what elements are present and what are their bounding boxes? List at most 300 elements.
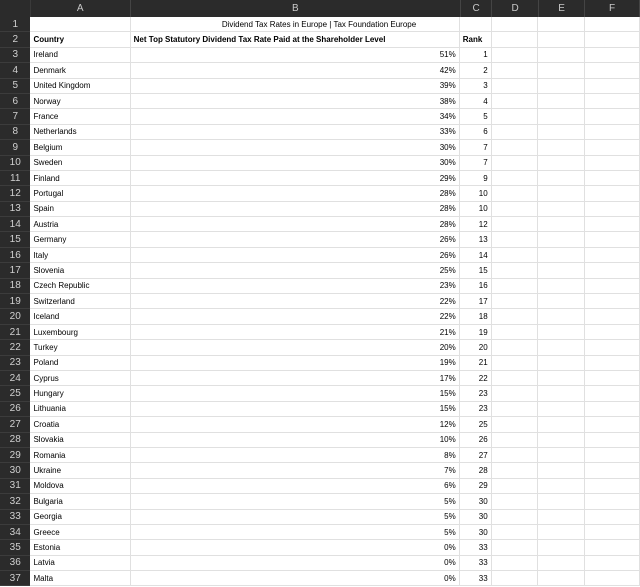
cell[interactable]: [492, 232, 539, 247]
cell[interactable]: [585, 525, 640, 540]
cell[interactable]: [492, 463, 539, 478]
table-row: [0, 109, 640, 124]
country-cell[interactable]: Cyprus: [30, 371, 130, 386]
rate-cell[interactable]: 28%: [131, 186, 460, 201]
cell[interactable]: [585, 186, 640, 201]
cell[interactable]: [538, 571, 585, 586]
cell[interactable]: [585, 140, 640, 155]
table-row: [0, 63, 640, 78]
country-cell[interactable]: Poland: [30, 356, 130, 371]
cell[interactable]: [585, 540, 640, 555]
rank-cell[interactable]: 14: [460, 248, 492, 263]
row-header[interactable]: 25: [0, 386, 30, 401]
cell[interactable]: [585, 232, 640, 247]
cell[interactable]: [538, 540, 585, 555]
country-cell[interactable]: Austria: [30, 217, 130, 232]
table-row: [0, 32, 640, 47]
cell[interactable]: [492, 125, 539, 140]
cell[interactable]: [492, 525, 539, 540]
cell[interactable]: [538, 525, 585, 540]
rank-cell[interactable]: 6: [460, 125, 492, 140]
cell[interactable]: [585, 386, 640, 401]
cell[interactable]: [492, 433, 539, 448]
cell[interactable]: [538, 94, 585, 109]
rate-cell[interactable]: 10%: [131, 433, 460, 448]
table-row: [0, 48, 640, 63]
cell[interactable]: [585, 309, 640, 324]
cell[interactable]: [492, 32, 539, 47]
country-cell[interactable]: Luxembourg: [30, 325, 130, 340]
country-cell[interactable]: Moldova: [30, 479, 130, 494]
row-header[interactable]: 27: [0, 417, 30, 432]
cell[interactable]: [585, 32, 640, 47]
row-header[interactable]: 13: [0, 202, 30, 217]
cell[interactable]: [585, 63, 640, 78]
cell[interactable]: [538, 248, 585, 263]
cell[interactable]: [538, 448, 585, 463]
cell[interactable]: [492, 309, 539, 324]
table-row: [0, 386, 640, 401]
cell[interactable]: [492, 109, 539, 124]
row-header[interactable]: 19: [0, 294, 30, 309]
cell[interactable]: [492, 402, 539, 417]
row-header[interactable]: 30: [0, 463, 30, 478]
table-row: [0, 79, 640, 94]
table-row: [0, 294, 640, 309]
cell[interactable]: [585, 294, 640, 309]
country-cell[interactable]: Malta: [30, 571, 130, 586]
cell[interactable]: [492, 94, 539, 109]
cell[interactable]: [585, 202, 640, 217]
row-header[interactable]: 5: [0, 79, 30, 94]
cell[interactable]: [538, 556, 585, 571]
rank-cell[interactable]: 23: [460, 386, 492, 401]
cell[interactable]: [492, 356, 539, 371]
rate-cell[interactable]: 20%: [131, 340, 460, 355]
rank-cell[interactable]: 9: [460, 171, 492, 186]
cell[interactable]: [538, 186, 585, 201]
rank-cell[interactable]: 10: [460, 202, 492, 217]
cell[interactable]: [585, 125, 640, 140]
country-cell[interactable]: Latvia: [30, 556, 130, 571]
column-header-c[interactable]: C: [461, 0, 493, 17]
cell[interactable]: [538, 417, 585, 432]
cell[interactable]: [538, 156, 585, 171]
rate-cell[interactable]: 26%: [131, 232, 460, 247]
select-all-corner[interactable]: [0, 0, 31, 17]
table-row: [0, 371, 640, 386]
cell[interactable]: [492, 540, 539, 555]
table-row: [0, 248, 640, 263]
cell[interactable]: [585, 417, 640, 432]
table-row: [0, 217, 640, 232]
column-header-e[interactable]: E: [539, 0, 585, 17]
rank-cell[interactable]: 17: [460, 294, 492, 309]
country-cell[interactable]: Denmark: [30, 63, 130, 78]
rate-cell[interactable]: 30%: [131, 156, 460, 171]
country-cell[interactable]: Greece: [30, 525, 130, 540]
row-header[interactable]: 26: [0, 402, 30, 417]
rank-cell[interactable]: 30: [460, 510, 492, 525]
country-cell[interactable]: Portugal: [30, 186, 130, 201]
rate-cell[interactable]: 25%: [131, 263, 460, 278]
country-cell[interactable]: Slovakia: [30, 433, 130, 448]
country-cell[interactable]: Turkey: [30, 340, 130, 355]
table-row: [0, 94, 640, 109]
cell[interactable]: [585, 109, 640, 124]
cell[interactable]: [585, 494, 640, 509]
rank-cell[interactable]: 18: [460, 309, 492, 324]
row-header[interactable]: 9: [0, 140, 30, 155]
row-header[interactable]: 32: [0, 494, 30, 509]
cell[interactable]: [492, 171, 539, 186]
rank-cell[interactable]: 28: [460, 463, 492, 478]
rank-cell[interactable]: 25: [460, 417, 492, 432]
table-row: [0, 494, 640, 509]
cell[interactable]: [492, 510, 539, 525]
row-header[interactable]: 3: [0, 48, 30, 63]
cell[interactable]: [585, 325, 640, 340]
rate-cell[interactable]: 5%: [131, 510, 460, 525]
cell[interactable]: [538, 340, 585, 355]
country-cell[interactable]: Spain: [30, 202, 130, 217]
country-cell[interactable]: Ukraine: [30, 463, 130, 478]
table-row: [0, 279, 640, 294]
cell[interactable]: [585, 79, 640, 94]
cell[interactable]: [585, 556, 640, 571]
row-header[interactable]: 2: [0, 32, 30, 47]
cell[interactable]: [492, 479, 539, 494]
rate-cell[interactable]: 0%: [131, 571, 460, 586]
rank-cell[interactable]: 26: [460, 433, 492, 448]
table-row: [0, 356, 640, 371]
country-cell[interactable]: Estonia: [30, 540, 130, 555]
rate-cell[interactable]: 15%: [131, 386, 460, 401]
rank-cell[interactable]: 20: [460, 340, 492, 355]
row-header[interactable]: 23: [0, 356, 30, 371]
cell[interactable]: [585, 279, 640, 294]
row-header[interactable]: 37: [0, 571, 30, 586]
row-header[interactable]: 28: [0, 433, 30, 448]
rate-cell[interactable]: 5%: [131, 525, 460, 540]
row-header[interactable]: 31: [0, 479, 30, 494]
rate-cell[interactable]: 23%: [131, 279, 460, 294]
cell[interactable]: [538, 494, 585, 509]
cell[interactable]: [585, 479, 640, 494]
column-header-a[interactable]: A: [31, 0, 131, 17]
rate-cell[interactable]: 42%: [131, 63, 460, 78]
country-cell[interactable]: Belgium: [30, 140, 130, 155]
country-cell[interactable]: Romania: [30, 448, 130, 463]
rank-cell[interactable]: 7: [460, 140, 492, 155]
cell[interactable]: [492, 202, 539, 217]
row-header[interactable]: 35: [0, 540, 30, 555]
cell[interactable]: [492, 279, 539, 294]
rank-cell[interactable]: 30: [460, 494, 492, 509]
country-cell[interactable]: Lithuania: [30, 402, 130, 417]
country-cell[interactable]: Sweden: [30, 156, 130, 171]
table-row: [0, 125, 640, 140]
row-header[interactable]: 22: [0, 340, 30, 355]
cell[interactable]: [585, 248, 640, 263]
cell[interactable]: [492, 340, 539, 355]
cell[interactable]: [492, 263, 539, 278]
cell[interactable]: [538, 17, 585, 32]
cell[interactable]: [538, 371, 585, 386]
cell[interactable]: [538, 140, 585, 155]
rate-cell[interactable]: 34%: [131, 109, 460, 124]
cell[interactable]: [538, 109, 585, 124]
table-row: [0, 263, 640, 278]
cell[interactable]: [492, 217, 539, 232]
cell[interactable]: [492, 63, 539, 78]
table-row: [0, 325, 640, 340]
rank-cell[interactable]: 29: [460, 479, 492, 494]
row-header[interactable]: 4: [0, 63, 30, 78]
rate-cell[interactable]: 22%: [131, 294, 460, 309]
row-header[interactable]: 11: [0, 171, 30, 186]
rank-cell[interactable]: 27: [460, 448, 492, 463]
rate-cell[interactable]: 30%: [131, 140, 460, 155]
row-header[interactable]: 14: [0, 217, 30, 232]
cell[interactable]: [538, 356, 585, 371]
country-cell[interactable]: Switzerland: [30, 294, 130, 309]
cell[interactable]: [585, 510, 640, 525]
cell[interactable]: [492, 156, 539, 171]
cell[interactable]: [585, 217, 640, 232]
rank-cell[interactable]: 12: [460, 217, 492, 232]
row-header[interactable]: 6: [0, 94, 30, 109]
sheet-title[interactable]: Dividend Tax Rates in Europe | Tax Foundation Europe: [221, 20, 417, 30]
cell[interactable]: [585, 263, 640, 278]
table-row: [0, 540, 640, 555]
table-row: [0, 309, 640, 324]
cell[interactable]: [492, 17, 539, 32]
country-cell[interactable]: Czech Republic: [30, 279, 130, 294]
table-row: [0, 510, 640, 525]
cell[interactable]: [585, 171, 640, 186]
table-row: [0, 479, 640, 494]
row-header[interactable]: 17: [0, 263, 30, 278]
cell[interactable]: [492, 248, 539, 263]
cell[interactable]: [538, 325, 585, 340]
row-header[interactable]: 7: [0, 109, 30, 124]
cell[interactable]: [538, 386, 585, 401]
row-header[interactable]: 1: [0, 17, 30, 32]
cell[interactable]: [585, 433, 640, 448]
cell[interactable]: [30, 17, 130, 32]
cell[interactable]: [585, 402, 640, 417]
country-cell[interactable]: France: [30, 109, 130, 124]
country-cell[interactable]: Slovenia: [30, 263, 130, 278]
rate-cell[interactable]: 39%: [131, 79, 460, 94]
rank-cell[interactable]: 7: [460, 156, 492, 171]
row-header[interactable]: 12: [0, 186, 30, 201]
table-row: [0, 156, 640, 171]
rank-cell[interactable]: 22: [460, 371, 492, 386]
rate-cell[interactable]: 17%: [131, 371, 460, 386]
cell[interactable]: [585, 17, 640, 32]
cell[interactable]: [538, 463, 585, 478]
rate-cell[interactable]: 6%: [131, 479, 460, 494]
cell[interactable]: [538, 294, 585, 309]
table-row: [0, 232, 640, 247]
rank-cell[interactable]: 33: [460, 571, 492, 586]
rank-cell[interactable]: 33: [460, 556, 492, 571]
table-row: [0, 140, 640, 155]
country-cell[interactable]: United Kingdom: [30, 79, 130, 94]
cell[interactable]: [538, 479, 585, 494]
cell[interactable]: [492, 186, 539, 201]
cell[interactable]: [585, 48, 640, 63]
cell[interactable]: [492, 571, 539, 586]
rate-cell[interactable]: 29%: [131, 171, 460, 186]
cell[interactable]: [538, 202, 585, 217]
row-header[interactable]: 29: [0, 448, 30, 463]
country-cell[interactable]: Hungary: [30, 386, 130, 401]
rate-cell[interactable]: 28%: [131, 217, 460, 232]
country-cell[interactable]: Italy: [30, 248, 130, 263]
cell[interactable]: [538, 402, 585, 417]
country-cell[interactable]: Bulgaria: [30, 494, 130, 509]
country-cell[interactable]: Iceland: [30, 309, 130, 324]
cell[interactable]: [585, 448, 640, 463]
rank-cell[interactable]: 1: [460, 48, 492, 63]
rate-cell[interactable]: 5%: [131, 494, 460, 509]
country-cell[interactable]: Georgia: [30, 510, 130, 525]
table-row: [0, 202, 640, 217]
cell[interactable]: [492, 417, 539, 432]
header-country[interactable]: Country: [30, 32, 130, 47]
rank-cell[interactable]: 19: [460, 325, 492, 340]
rate-cell[interactable]: 15%: [131, 402, 460, 417]
rank-cell[interactable]: 5: [460, 109, 492, 124]
cell[interactable]: [492, 371, 539, 386]
cell[interactable]: [492, 325, 539, 340]
rate-cell[interactable]: 0%: [131, 556, 460, 571]
table-row: [0, 402, 640, 417]
column-header-d[interactable]: D: [492, 0, 538, 17]
cell[interactable]: [585, 94, 640, 109]
row-header[interactable]: 36: [0, 556, 30, 571]
rank-cell[interactable]: 10: [460, 186, 492, 201]
rate-cell[interactable]: 28%: [131, 202, 460, 217]
cell[interactable]: [492, 556, 539, 571]
cell[interactable]: [538, 217, 585, 232]
column-header-f[interactable]: F: [585, 0, 640, 17]
cell[interactable]: [585, 340, 640, 355]
country-cell[interactable]: Norway: [30, 94, 130, 109]
table-row: [0, 448, 640, 463]
rank-cell[interactable]: 15: [460, 263, 492, 278]
rank-cell[interactable]: 13: [460, 232, 492, 247]
rate-cell[interactable]: 8%: [131, 448, 460, 463]
row-header[interactable]: 33: [0, 510, 30, 525]
row-header[interactable]: 21: [0, 325, 30, 340]
table-row: [0, 433, 640, 448]
rank-cell[interactable]: 21: [460, 356, 492, 371]
cell[interactable]: [538, 232, 585, 247]
rate-cell[interactable]: 22%: [131, 309, 460, 324]
rate-cell[interactable]: 38%: [131, 94, 460, 109]
country-cell[interactable]: Finland: [30, 171, 130, 186]
header-rate[interactable]: Net Top Statutory Dividend Tax Rate Paid at the Shareholder Level: [131, 32, 460, 47]
rank-cell[interactable]: 4: [460, 94, 492, 109]
table-row: [0, 186, 640, 201]
rate-cell[interactable]: 26%: [131, 248, 460, 263]
country-cell[interactable]: Croatia: [30, 417, 130, 432]
table-row: [0, 525, 640, 540]
row-header[interactable]: 18: [0, 279, 30, 294]
cell[interactable]: [538, 510, 585, 525]
cell[interactable]: [585, 371, 640, 386]
row-header[interactable]: 34: [0, 525, 30, 540]
cell[interactable]: [492, 79, 539, 94]
column-header-b[interactable]: B: [131, 0, 461, 17]
rate-cell[interactable]: 51%: [131, 48, 460, 63]
rate-cell[interactable]: 12%: [131, 417, 460, 432]
rank-cell[interactable]: 23: [460, 402, 492, 417]
row-header[interactable]: 16: [0, 248, 30, 263]
cell[interactable]: [585, 463, 640, 478]
cell[interactable]: [492, 140, 539, 155]
cell[interactable]: [538, 125, 585, 140]
grid-rows: [0, 17, 640, 586]
cell[interactable]: [538, 32, 585, 47]
cell[interactable]: [538, 309, 585, 324]
cell[interactable]: [492, 448, 539, 463]
rate-cell[interactable]: 7%: [131, 463, 460, 478]
cell[interactable]: [585, 156, 640, 171]
cell[interactable]: [538, 279, 585, 294]
cell[interactable]: [538, 433, 585, 448]
cell[interactable]: [538, 63, 585, 78]
row-header[interactable]: 24: [0, 371, 30, 386]
cell[interactable]: [585, 356, 640, 371]
rate-cell[interactable]: 21%: [131, 325, 460, 340]
country-cell[interactable]: Netherlands: [30, 125, 130, 140]
cell[interactable]: [538, 171, 585, 186]
table-row: [0, 417, 640, 432]
country-cell[interactable]: Germany: [30, 232, 130, 247]
rate-cell[interactable]: 0%: [131, 540, 460, 555]
cell[interactable]: [492, 386, 539, 401]
table-row: [0, 571, 640, 586]
rank-cell[interactable]: 3: [460, 79, 492, 94]
cell[interactable]: [538, 48, 585, 63]
rate-cell[interactable]: 19%: [131, 356, 460, 371]
rank-cell[interactable]: 2: [460, 63, 492, 78]
column-header-row: [0, 0, 640, 17]
table-row: [0, 556, 640, 571]
rank-cell[interactable]: 16: [460, 279, 492, 294]
row-header[interactable]: 15: [0, 232, 30, 247]
cell[interactable]: [492, 494, 539, 509]
cell[interactable]: [538, 79, 585, 94]
cell[interactable]: [492, 294, 539, 309]
country-cell[interactable]: Ireland: [30, 48, 130, 63]
row-header[interactable]: 8: [0, 125, 30, 140]
row-header[interactable]: 20: [0, 309, 30, 324]
rank-cell[interactable]: 30: [460, 525, 492, 540]
rate-cell[interactable]: 33%: [131, 125, 460, 140]
header-rank[interactable]: Rank: [460, 32, 492, 47]
cell[interactable]: [492, 48, 539, 63]
row-header[interactable]: 10: [0, 156, 30, 171]
cell[interactable]: [585, 571, 640, 586]
rank-cell[interactable]: 33: [460, 540, 492, 555]
cell[interactable]: [538, 263, 585, 278]
